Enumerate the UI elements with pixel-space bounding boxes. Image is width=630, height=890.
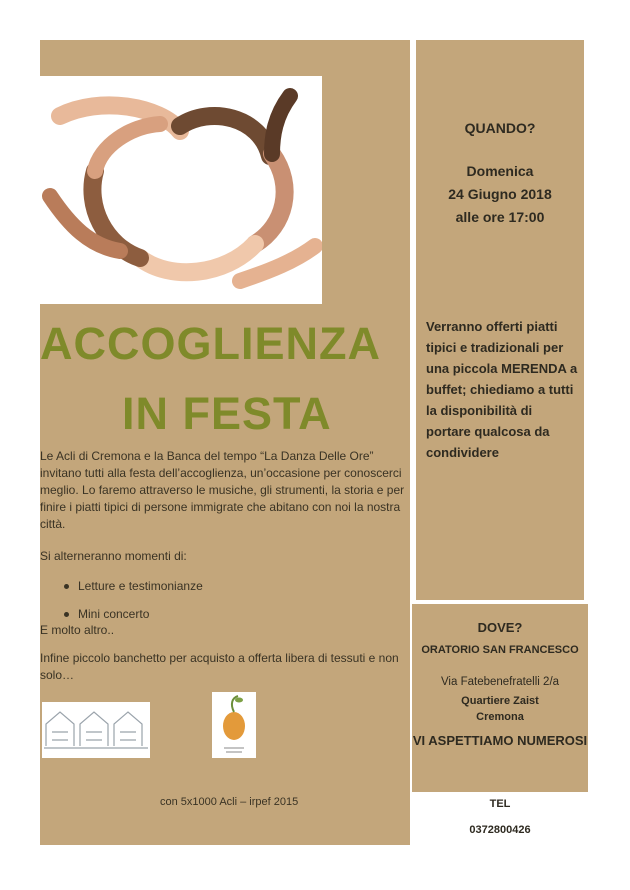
more-text: E molto altro.. bbox=[40, 623, 115, 637]
intro-paragraph: Le Acli di Cremona e la Banca del tempo “La Danza Delle Ore” invitano tutti alla festa dell’accoglienza, un’occasione per conoscerci meglio. Lo faremo attraverso le musiche, gli strumenti, la storia e per finire i piatti tipici di persone immigrate che abitano con noi la nostra città. bbox=[40, 449, 405, 531]
when-title: QUANDO? bbox=[464, 120, 536, 136]
venue-district bbox=[412, 693, 588, 725]
headline-line-2: IN FESTA bbox=[122, 388, 332, 439]
event-time: alle ore 17:00 bbox=[455, 209, 545, 225]
venue-city: Cremona bbox=[476, 711, 524, 723]
hands-circle-image bbox=[40, 76, 322, 304]
phone-number: 0372800426 bbox=[469, 824, 531, 836]
bullet-dot bbox=[64, 584, 69, 589]
activity-item: Letture e testimonianze bbox=[78, 579, 203, 593]
danza-delle-ore-logo bbox=[212, 692, 256, 758]
event-date-text: 24 Giugno 2018 bbox=[448, 186, 552, 202]
event-date bbox=[416, 160, 584, 229]
venue-street: Via Fatebenefratelli 2/a bbox=[440, 676, 560, 688]
venue-name: ORATORIO SAN FRANCESCO bbox=[421, 644, 579, 656]
market-paragraph: Infine piccolo banchetto per acquisto a offerta libera di tessuti e non solo… bbox=[40, 651, 399, 682]
funding-note: con 5x1000 Acli – irpef 2015 bbox=[160, 796, 299, 808]
headline-line-1: ACCOGLIENZA bbox=[40, 318, 381, 369]
refreshment-paragraph: Verranno offerti piatti tipici e tradizionali per una piccola MERENDA a buffet; chiediamo a tutti la disponibilità di portare qualcosa da condividere bbox=[426, 319, 578, 460]
bullet-dot bbox=[64, 612, 69, 617]
event-day: Domenica bbox=[466, 163, 534, 179]
welcome-message: VI ASPETTIAMO NUMEROSI bbox=[412, 733, 588, 748]
where-title: DOVE? bbox=[477, 620, 523, 635]
activities-intro: Si alterneranno momenti di: bbox=[40, 549, 187, 563]
activity-item: Mini concerto bbox=[78, 607, 150, 621]
venue-quarter: Quartiere Zaist bbox=[461, 695, 539, 707]
phone-label: TEL bbox=[489, 798, 511, 810]
acli-logo bbox=[42, 702, 150, 758]
